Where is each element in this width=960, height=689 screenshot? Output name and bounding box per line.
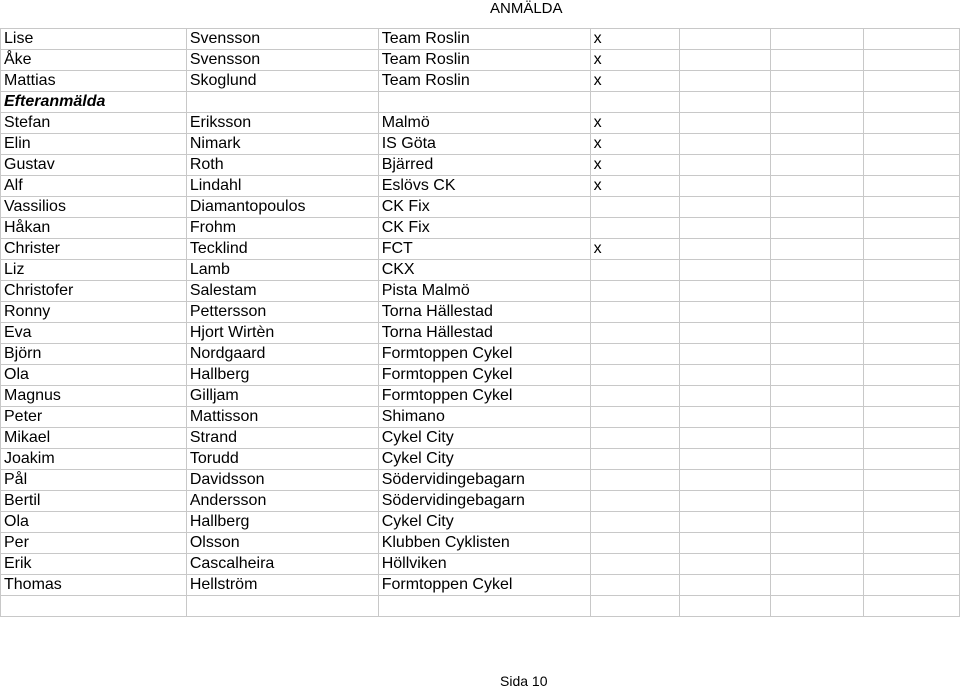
- empty-cell: [771, 596, 864, 617]
- first-name-cell: Ola: [1, 365, 187, 386]
- empty-cell: [680, 344, 771, 365]
- table-row: [1, 113, 960, 134]
- club-cell: Shimano: [378, 407, 590, 428]
- club-cell: Cykel City: [378, 428, 590, 449]
- last-name-cell: Strand: [186, 428, 378, 449]
- empty-cell: [680, 218, 771, 239]
- empty-cell: [771, 281, 864, 302]
- first-name-cell: Ola: [1, 512, 187, 533]
- last-name-cell: Torudd: [186, 449, 378, 470]
- empty-cell: [680, 575, 771, 596]
- empty-cell: [864, 92, 960, 113]
- first-name-cell: Vassilios: [1, 197, 187, 218]
- empty-cell: [771, 155, 864, 176]
- first-name-cell: Gustav: [1, 155, 187, 176]
- first-name-cell: Christer: [1, 239, 187, 260]
- empty-cell: [680, 554, 771, 575]
- empty-cell: [771, 575, 864, 596]
- registered-mark-cell: [590, 449, 680, 470]
- empty-cell: [864, 113, 960, 134]
- empty-cell: [864, 155, 960, 176]
- table-row: [1, 197, 960, 218]
- empty-cell: [864, 134, 960, 155]
- first-name-cell: Lise: [1, 29, 187, 50]
- table-row: [1, 323, 960, 344]
- last-name-cell: Eriksson: [186, 113, 378, 134]
- first-name-cell: Åke: [1, 50, 187, 71]
- table-row: [1, 239, 960, 260]
- club-cell: Team Roslin: [378, 71, 590, 92]
- empty-cell: [680, 533, 771, 554]
- empty-cell: [680, 71, 771, 92]
- empty-cell: [771, 386, 864, 407]
- empty-cell: [864, 386, 960, 407]
- empty-cell: [680, 470, 771, 491]
- empty-cell: [771, 470, 864, 491]
- empty-cell: [771, 365, 864, 386]
- empty-cell: [864, 470, 960, 491]
- table-row: [1, 50, 960, 71]
- last-name-cell: Olsson: [186, 533, 378, 554]
- table-row: [1, 407, 960, 428]
- empty-cell: [864, 302, 960, 323]
- registered-mark-cell: x: [590, 239, 680, 260]
- first-name-cell: [1, 596, 187, 617]
- last-name-cell: Andersson: [186, 491, 378, 512]
- empty-cell: [864, 29, 960, 50]
- last-name-cell: Cascalheira: [186, 554, 378, 575]
- empty-cell: [680, 302, 771, 323]
- last-name-cell: Lamb: [186, 260, 378, 281]
- empty-cell: [864, 281, 960, 302]
- registered-mark-cell: [590, 407, 680, 428]
- empty-cell: [378, 92, 590, 113]
- first-name-cell: Bertil: [1, 491, 187, 512]
- first-name-cell: Alf: [1, 176, 187, 197]
- empty-cell: [864, 575, 960, 596]
- registered-mark-cell: [590, 512, 680, 533]
- registered-mark-cell: [590, 533, 680, 554]
- table-row: [1, 71, 960, 92]
- table-row: [1, 134, 960, 155]
- anmalda-column-header: ANMÄLDA: [490, 0, 563, 17]
- registered-mark-cell: [590, 470, 680, 491]
- first-name-cell: Ronny: [1, 302, 187, 323]
- first-name-cell: Per: [1, 533, 187, 554]
- empty-cell: [864, 428, 960, 449]
- club-cell: Team Roslin: [378, 50, 590, 71]
- empty-cell: [864, 533, 960, 554]
- registered-mark-cell: [590, 302, 680, 323]
- club-cell: Eslövs CK: [378, 176, 590, 197]
- registered-mark-cell: [590, 428, 680, 449]
- club-cell: Södervidingebagarn: [378, 470, 590, 491]
- club-cell: Team Roslin: [378, 29, 590, 50]
- empty-cell: [771, 302, 864, 323]
- empty-cell: [680, 449, 771, 470]
- registered-mark-cell: [590, 365, 680, 386]
- registered-mark-cell: x: [590, 29, 680, 50]
- registered-mark-cell: [590, 491, 680, 512]
- club-cell: Formtoppen Cykel: [378, 365, 590, 386]
- first-name-cell: Håkan: [1, 218, 187, 239]
- last-name-cell: Skoglund: [186, 71, 378, 92]
- empty-cell: [680, 260, 771, 281]
- first-name-cell: Thomas: [1, 575, 187, 596]
- last-name-cell: Pettersson: [186, 302, 378, 323]
- registered-mark-cell: [590, 323, 680, 344]
- first-name-cell: Erik: [1, 554, 187, 575]
- empty-cell: [771, 134, 864, 155]
- table-row: [1, 281, 960, 302]
- last-name-cell: Svensson: [186, 50, 378, 71]
- first-name-cell: Liz: [1, 260, 187, 281]
- empty-cell: [771, 512, 864, 533]
- empty-cell: [771, 92, 864, 113]
- empty-cell: [771, 428, 864, 449]
- empty-cell: [771, 491, 864, 512]
- club-cell: Cykel City: [378, 512, 590, 533]
- table-row: [1, 344, 960, 365]
- empty-cell: [771, 71, 864, 92]
- empty-cell: [771, 239, 864, 260]
- table-row: [1, 512, 960, 533]
- empty-cell: [590, 92, 680, 113]
- registered-mark-cell: x: [590, 113, 680, 134]
- table-row: [1, 491, 960, 512]
- registered-mark-cell: x: [590, 50, 680, 71]
- empty-cell: [864, 365, 960, 386]
- first-name-cell: Eva: [1, 323, 187, 344]
- empty-cell: [864, 239, 960, 260]
- table-row: [1, 533, 960, 554]
- table-row: [1, 575, 960, 596]
- empty-cell: [680, 512, 771, 533]
- empty-cell: [680, 323, 771, 344]
- registered-mark-cell: x: [590, 134, 680, 155]
- registered-mark-cell: [590, 554, 680, 575]
- first-name-cell: Christofer: [1, 281, 187, 302]
- table-row: [1, 470, 960, 491]
- empty-cell: [680, 113, 771, 134]
- empty-cell: [864, 596, 960, 617]
- registration-table: [0, 28, 960, 617]
- empty-cell: [864, 260, 960, 281]
- registered-mark-cell: [590, 386, 680, 407]
- table-body: [1, 29, 960, 617]
- empty-cell: [771, 176, 864, 197]
- empty-cell: [864, 449, 960, 470]
- club-cell: CK Fix: [378, 197, 590, 218]
- first-name-cell: Elin: [1, 134, 187, 155]
- last-name-cell: Davidsson: [186, 470, 378, 491]
- table-row: [1, 449, 960, 470]
- empty-cell: [680, 50, 771, 71]
- club-cell: Formtoppen Cykel: [378, 575, 590, 596]
- empty-cell: [771, 260, 864, 281]
- empty-cell: [680, 428, 771, 449]
- registered-mark-cell: [590, 575, 680, 596]
- club-cell: Malmö: [378, 113, 590, 134]
- last-name-cell: Hallberg: [186, 365, 378, 386]
- empty-cell: [864, 50, 960, 71]
- first-name-cell: Pål: [1, 470, 187, 491]
- empty-cell: [680, 92, 771, 113]
- club-cell: Torna Hällestad: [378, 302, 590, 323]
- table-row: [1, 29, 960, 50]
- empty-cell: [864, 407, 960, 428]
- club-cell: Formtoppen Cykel: [378, 344, 590, 365]
- registered-mark-cell: [590, 596, 680, 617]
- registered-mark-cell: x: [590, 155, 680, 176]
- section-title: Efteranmälda: [1, 92, 187, 113]
- empty-cell: [864, 323, 960, 344]
- empty-cell: [680, 197, 771, 218]
- last-name-cell: Nimark: [186, 134, 378, 155]
- first-name-cell: Magnus: [1, 386, 187, 407]
- last-name-cell: Nordgaard: [186, 344, 378, 365]
- empty-cell: [771, 29, 864, 50]
- club-cell: Torna Hällestad: [378, 323, 590, 344]
- first-name-cell: Stefan: [1, 113, 187, 134]
- empty-cell: [771, 113, 864, 134]
- club-cell: Pista Malmö: [378, 281, 590, 302]
- empty-cell: [864, 344, 960, 365]
- registered-mark-cell: [590, 197, 680, 218]
- empty-cell: [864, 71, 960, 92]
- empty-cell: [864, 176, 960, 197]
- table-row: [1, 260, 960, 281]
- club-cell: Formtoppen Cykel: [378, 386, 590, 407]
- first-name-cell: Peter: [1, 407, 187, 428]
- table-row: [1, 596, 960, 617]
- empty-cell: [771, 197, 864, 218]
- last-name-cell: Roth: [186, 155, 378, 176]
- empty-cell: [771, 449, 864, 470]
- empty-cell: [680, 407, 771, 428]
- empty-cell: [864, 218, 960, 239]
- empty-cell: [680, 176, 771, 197]
- registered-mark-cell: [590, 260, 680, 281]
- empty-cell: [864, 197, 960, 218]
- last-name-cell: Diamantopoulos: [186, 197, 378, 218]
- table-row: [1, 218, 960, 239]
- last-name-cell: Mattisson: [186, 407, 378, 428]
- empty-cell: [771, 218, 864, 239]
- registered-mark-cell: x: [590, 71, 680, 92]
- club-cell: CK Fix: [378, 218, 590, 239]
- empty-cell: [680, 239, 771, 260]
- last-name-cell: Lindahl: [186, 176, 378, 197]
- section-header-row: [1, 92, 960, 113]
- table-row: [1, 386, 960, 407]
- empty-cell: [680, 386, 771, 407]
- empty-cell: [864, 491, 960, 512]
- first-name-cell: Björn: [1, 344, 187, 365]
- last-name-cell: Frohm: [186, 218, 378, 239]
- club-cell: Klubben Cyklisten: [378, 533, 590, 554]
- last-name-cell: [186, 596, 378, 617]
- last-name-cell: Hellström: [186, 575, 378, 596]
- registered-mark-cell: x: [590, 176, 680, 197]
- empty-cell: [864, 512, 960, 533]
- table-row: [1, 176, 960, 197]
- club-cell: Bjärred: [378, 155, 590, 176]
- empty-cell: [864, 554, 960, 575]
- empty-cell: [680, 281, 771, 302]
- empty-cell: [680, 596, 771, 617]
- club-cell: Höllviken: [378, 554, 590, 575]
- first-name-cell: Mikael: [1, 428, 187, 449]
- table-row: [1, 365, 960, 386]
- empty-cell: [771, 344, 864, 365]
- empty-cell: [771, 50, 864, 71]
- club-cell: FCT: [378, 239, 590, 260]
- last-name-cell: Salestam: [186, 281, 378, 302]
- empty-cell: [680, 155, 771, 176]
- page-number: Sida 10: [500, 673, 548, 689]
- table-row: [1, 155, 960, 176]
- last-name-cell: Tecklind: [186, 239, 378, 260]
- registered-mark-cell: [590, 218, 680, 239]
- first-name-cell: Mattias: [1, 71, 187, 92]
- last-name-cell: Hallberg: [186, 512, 378, 533]
- empty-cell: [771, 407, 864, 428]
- last-name-cell: Svensson: [186, 29, 378, 50]
- table-row: [1, 554, 960, 575]
- club-cell: CKX: [378, 260, 590, 281]
- empty-cell: [680, 29, 771, 50]
- table-row: [1, 302, 960, 323]
- empty-cell: [680, 491, 771, 512]
- last-name-cell: Gilljam: [186, 386, 378, 407]
- first-name-cell: Joakim: [1, 449, 187, 470]
- table-row: [1, 428, 960, 449]
- registered-mark-cell: [590, 344, 680, 365]
- registered-mark-cell: [590, 281, 680, 302]
- empty-cell: [771, 554, 864, 575]
- club-cell: Cykel City: [378, 449, 590, 470]
- club-cell: [378, 596, 590, 617]
- club-cell: IS Göta: [378, 134, 590, 155]
- club-cell: Södervidingebagarn: [378, 491, 590, 512]
- empty-cell: [771, 323, 864, 344]
- last-name-cell: Hjort Wirtèn: [186, 323, 378, 344]
- empty-cell: [680, 365, 771, 386]
- empty-cell: [186, 92, 378, 113]
- empty-cell: [771, 533, 864, 554]
- empty-cell: [680, 134, 771, 155]
